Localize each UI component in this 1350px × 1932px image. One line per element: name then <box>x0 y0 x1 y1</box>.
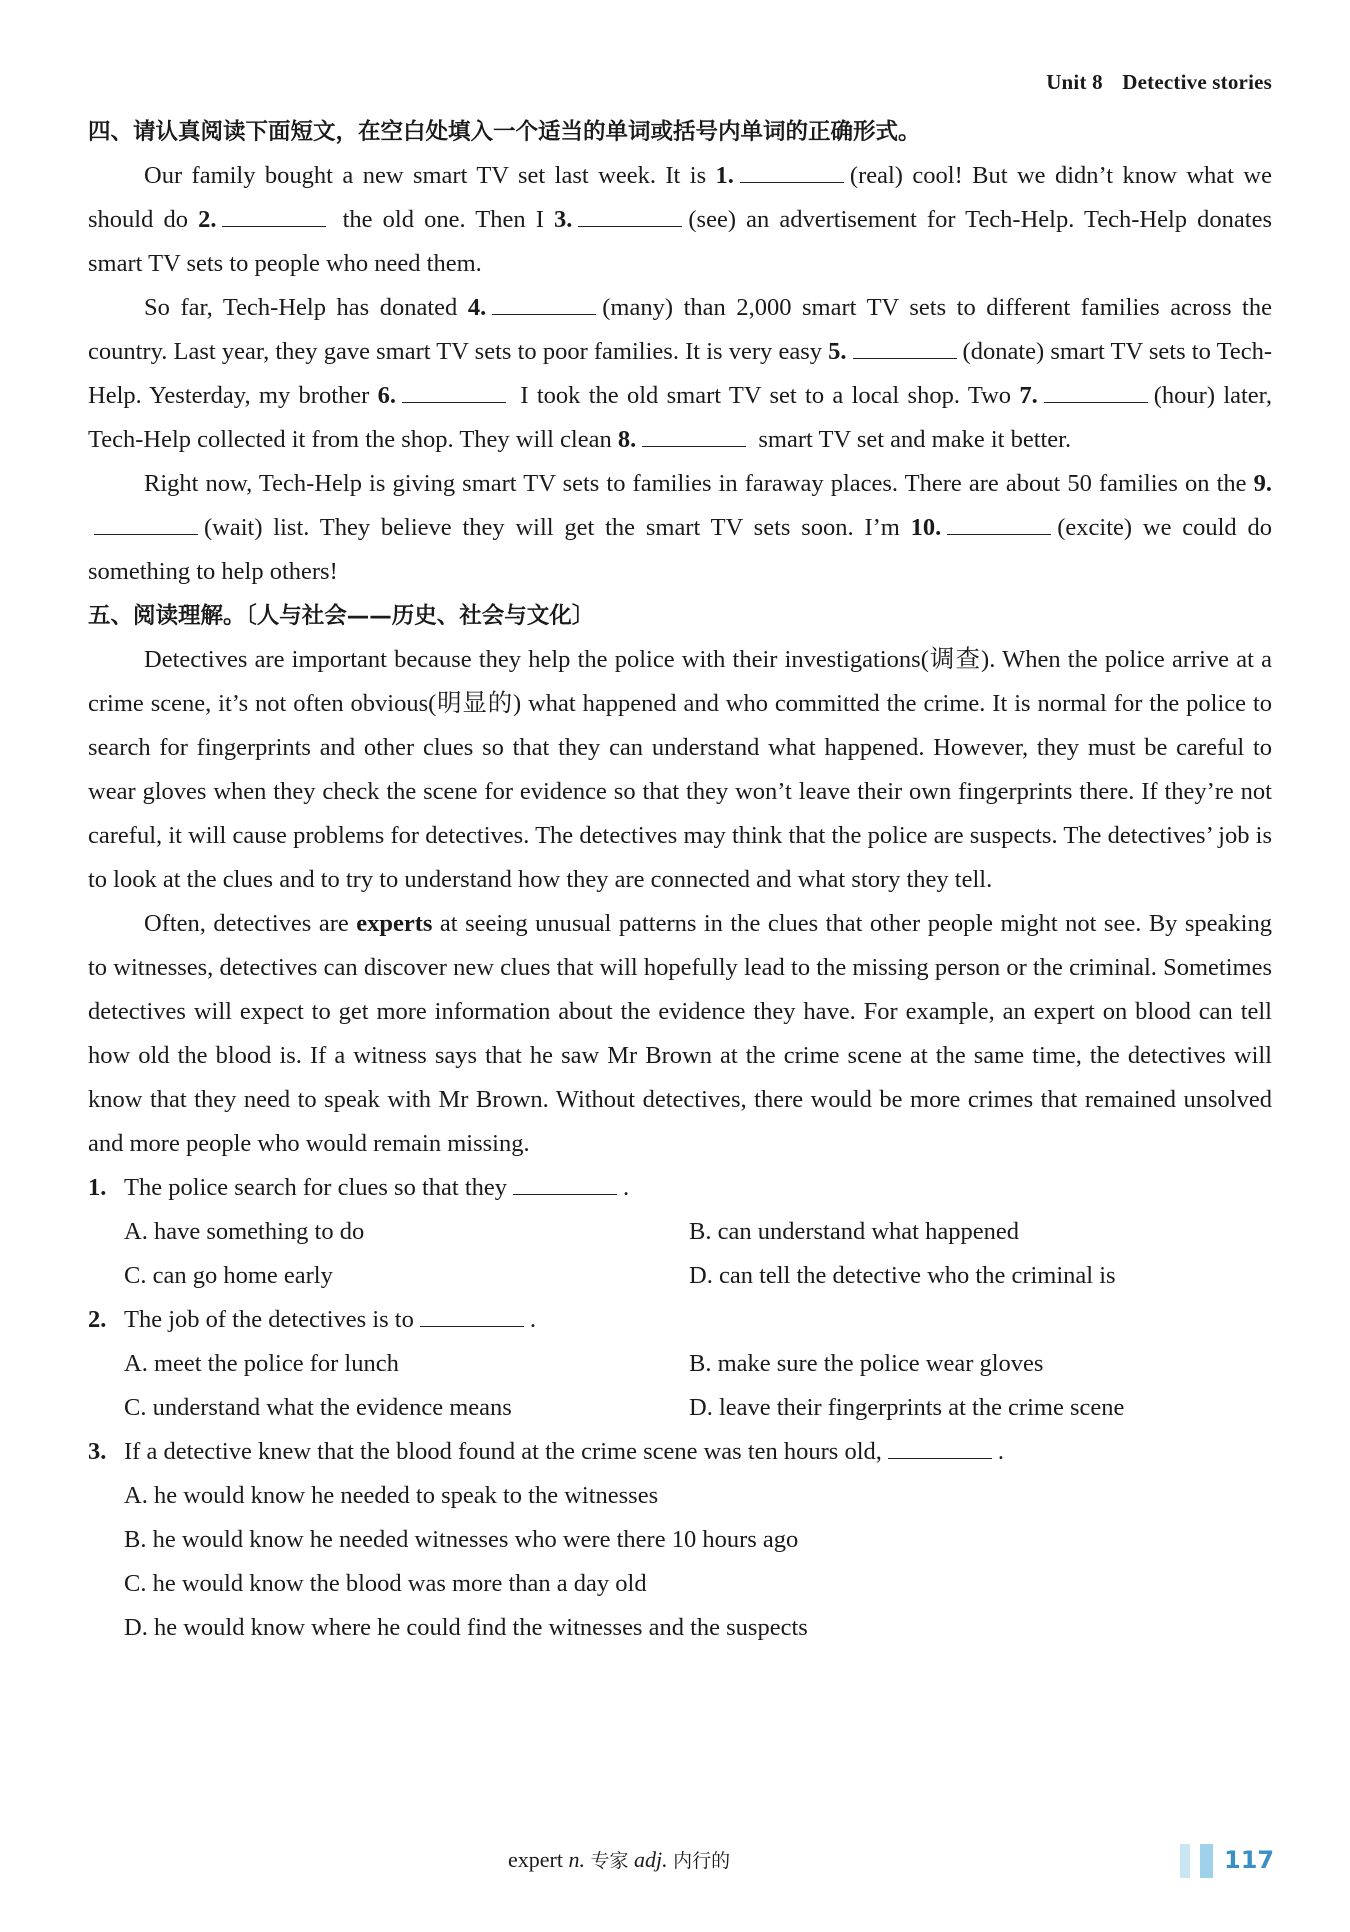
answer-blank[interactable] <box>888 1440 992 1459</box>
section-4-paragraph-2: So far, Tech-Help has donated 4. (many) than 2,000 smart TV sets to different families across the country. Last year, they gave smart TV sets to poor families. It is very easy 5. (donate) smart TV sets to Tech-Help. Yesterday, my brother 6. I took the old smart TV set to a local shop. Two 7. (hour) later, Tech-Help collected it from the shop. They will clean 8. smart TV set and make it better. <box>88 294 1272 453</box>
gloss-meaning-noun: 专家 <box>590 1850 629 1872</box>
decorative-bar <box>1200 1844 1213 1878</box>
option-c[interactable]: C. he would know the blood was more than a day old <box>124 1570 647 1597</box>
answer-blank[interactable] <box>222 208 326 227</box>
decorative-bar <box>1180 1844 1190 1878</box>
blank-number: 4. <box>467 294 487 321</box>
blank-number: 10. <box>910 514 942 541</box>
gloss-pos-noun: n. <box>568 1847 585 1872</box>
answer-blank[interactable] <box>578 208 682 227</box>
blank-number: 6. <box>377 382 396 409</box>
answer-blank[interactable] <box>94 516 198 535</box>
option-d[interactable]: D. leave their fingerprints at the crime scene <box>689 1394 1125 1421</box>
question-number: 2. <box>88 1306 107 1333</box>
page-number: 117 <box>1224 1846 1275 1874</box>
answer-blank[interactable] <box>740 164 844 183</box>
answer-blank[interactable] <box>853 340 957 359</box>
content <box>88 110 1272 1650</box>
option-b[interactable]: B. can understand what happened <box>689 1218 1019 1245</box>
question-3 <box>88 1430 1272 1650</box>
section-4-paragraph-3: Right now, Tech-Help is giving smart TV sets to families in faraway places. There are about 50 families on the 9.(wait) list. They believe they will get the smart TV sets soon. I’m 10. (excite) we could do something to help others! <box>88 470 1272 585</box>
answer-blank[interactable] <box>420 1308 524 1327</box>
blank-number: 9. <box>1253 470 1272 497</box>
option-a[interactable]: A. he would know he needed to speak to the witnesses <box>124 1482 659 1509</box>
unit-label: Unit 8 <box>1046 70 1103 94</box>
section-5-paragraph-2: Often, detectives are experts at seeing unusual patterns in the clues that other people might not see. By speaking to witnesses, detectives can discover new clues that will hopefully lead to the missing person or the criminal. Sometimes detectives will expect to get more information about the evidence they have. For example, an expert on blood can tell how old the blood is. If a witness says that he saw Mr Brown at the crime scene at the same time, the detectives will know that they need to speak with Mr Brown. Without detectives, there would be more crimes that remained unsolved and more people who would remain missing. <box>88 910 1272 1157</box>
question-2 <box>88 1298 1272 1430</box>
blank-number: 1. <box>715 162 734 189</box>
question-stem: 2. The job of the detectives is to . <box>88 1298 1272 1342</box>
question-stem: 3. If a detective knew that the blood found at the crime scene was ten hours old, . <box>88 1430 1272 1474</box>
answer-blank[interactable] <box>947 516 1051 535</box>
unit-title: Detective stories <box>1122 70 1272 94</box>
option-b[interactable]: B. make sure the police wear gloves <box>689 1350 1044 1377</box>
option-d[interactable]: D. he would know where he could find the witnesses and the suspects <box>124 1614 808 1641</box>
blank-number: 5. <box>828 338 847 365</box>
options <box>88 1342 1272 1430</box>
question-number: 3. <box>88 1438 107 1465</box>
section-5-heading: 五、阅读理解。〔人与社会——历史、社会与文化〕 <box>88 603 595 629</box>
question-number: 1. <box>88 1174 107 1201</box>
blank-number: 3. <box>554 206 573 233</box>
blank-number: 2. <box>198 206 217 233</box>
answer-blank[interactable] <box>402 384 506 403</box>
option-c[interactable]: C. understand what the evidence means <box>124 1394 512 1421</box>
section-5-paragraph-1: Detectives are important because they help the police with their investigations(调查). When the police arrive at a crime scene, it’s not often obvious(明显的) what happened and who committed the crime. It is normal for the police to search for fingerprints and other clues so that they can understand what happened. However, they must be careful to wear gloves when they check the scene for evidence so that they won’t leave their own fingerprints there. If they’re not careful, it will cause problems for detectives. The detectives may think that the police are suspects. The detectives’ job is to look at the clues and to try to understand how they are connected and what story they tell. <box>88 646 1272 893</box>
option-a[interactable]: A. have something to do <box>124 1218 365 1245</box>
option-b[interactable]: B. he would know he needed witnesses who were there 10 hours ago <box>124 1526 799 1553</box>
gloss-pos-adj: adj. <box>633 1847 668 1872</box>
answer-blank[interactable] <box>492 296 596 315</box>
gloss-word: expert <box>508 1847 563 1872</box>
question-1 <box>88 1166 1272 1298</box>
blank-number: 8. <box>617 426 637 453</box>
running-head <box>1046 70 1272 95</box>
answer-blank[interactable] <box>513 1176 617 1195</box>
option-a[interactable]: A. meet the police for lunch <box>124 1350 399 1377</box>
footer <box>0 1838 1350 1888</box>
options <box>88 1210 1272 1298</box>
blank-number: 7. <box>1019 382 1038 409</box>
vocabulary-gloss <box>508 1846 730 1873</box>
options <box>88 1474 1272 1650</box>
section-4-heading: 四、请认真阅读下面短文，在空白处填入一个适当的单词或括号内单词的正确形式。 <box>88 119 921 145</box>
question-stem: 1. The police search for clues so that they . <box>88 1166 1272 1210</box>
bold-term: experts <box>356 910 433 937</box>
option-c[interactable]: C. can go home early <box>124 1262 333 1289</box>
option-d[interactable]: D. can tell the detective who the criminal is <box>689 1262 1116 1289</box>
section-4-paragraph-1: Our family bought a new smart TV set last week. It is 1. (real) cool! But we didn’t know what we should do 2. the old one. Then I 3. (see) an advertisement for Tech-Help. Tech-Help donates smart TV sets to people who need them. <box>88 162 1272 277</box>
answer-blank[interactable] <box>642 428 746 447</box>
answer-blank[interactable] <box>1044 384 1148 403</box>
gloss-meaning-adj: 内行的 <box>673 1850 731 1872</box>
